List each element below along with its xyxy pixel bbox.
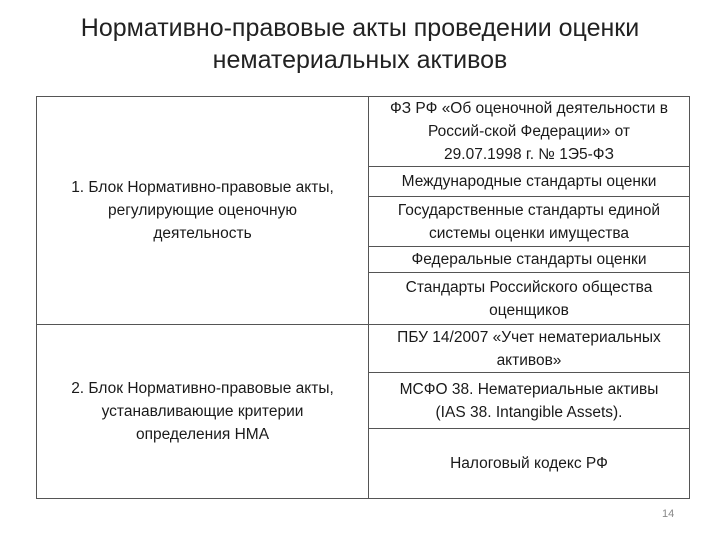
act-line: (IAS 38. Intangible Assets). (435, 403, 623, 421)
table-row (37, 97, 690, 167)
act-cell (369, 197, 690, 247)
act-line: 29.07.1998 г. № 1Э5-ФЗ (444, 146, 614, 163)
block-2-label-line: определения НМА (135, 426, 270, 443)
block-1-label-line: деятельность (153, 225, 252, 242)
act-cell (369, 167, 690, 197)
block-1-label-line: 1. Блок Нормативно-правовые акты, (71, 179, 334, 196)
act-line: МСФО 38. Нематериальные активы (399, 380, 659, 398)
table-row (37, 325, 690, 373)
act-cell (369, 429, 690, 499)
legal-acts-table (36, 96, 690, 499)
block-2-label-line: устанавливающие критерии (101, 403, 304, 420)
block-2-label (37, 325, 369, 499)
act-line: ФЗ РФ «Об оценочной деятельности в (389, 100, 668, 117)
act-cell (369, 373, 690, 429)
act-line: Налоговый кодекс РФ (450, 455, 608, 472)
act-line: Международные стандарты оценки (401, 173, 657, 190)
block-2-label-line: 2. Блок Нормативно-правовые акты, (71, 380, 334, 397)
block-1-label-line: регулирующие оценочную (108, 202, 297, 219)
act-cell (369, 247, 690, 273)
act-line: оценщиков (489, 301, 569, 319)
act-cell (369, 97, 690, 167)
page-number: 14 (662, 508, 675, 520)
act-line: Государственные стандарты единой (397, 201, 661, 219)
act-line: Россий-ской Федерации» от (427, 123, 630, 140)
slide-title-line-1: Нормативно-правовые акты проведении оценки (80, 14, 640, 42)
act-cell (369, 273, 690, 325)
act-cell (369, 325, 690, 373)
act-line: Стандарты Российского общества (405, 278, 653, 296)
slide-title-line-2: нематериальных активов (212, 46, 508, 74)
slide-title (0, 12, 720, 76)
act-line: активов» (496, 351, 562, 369)
act-line: Федеральные стандарты оценки (411, 251, 647, 268)
block-1-label (37, 97, 369, 325)
act-line: ПБУ 14/2007 «Учет нематериальных (397, 328, 661, 346)
act-line: системы оценки имущества (428, 224, 630, 242)
